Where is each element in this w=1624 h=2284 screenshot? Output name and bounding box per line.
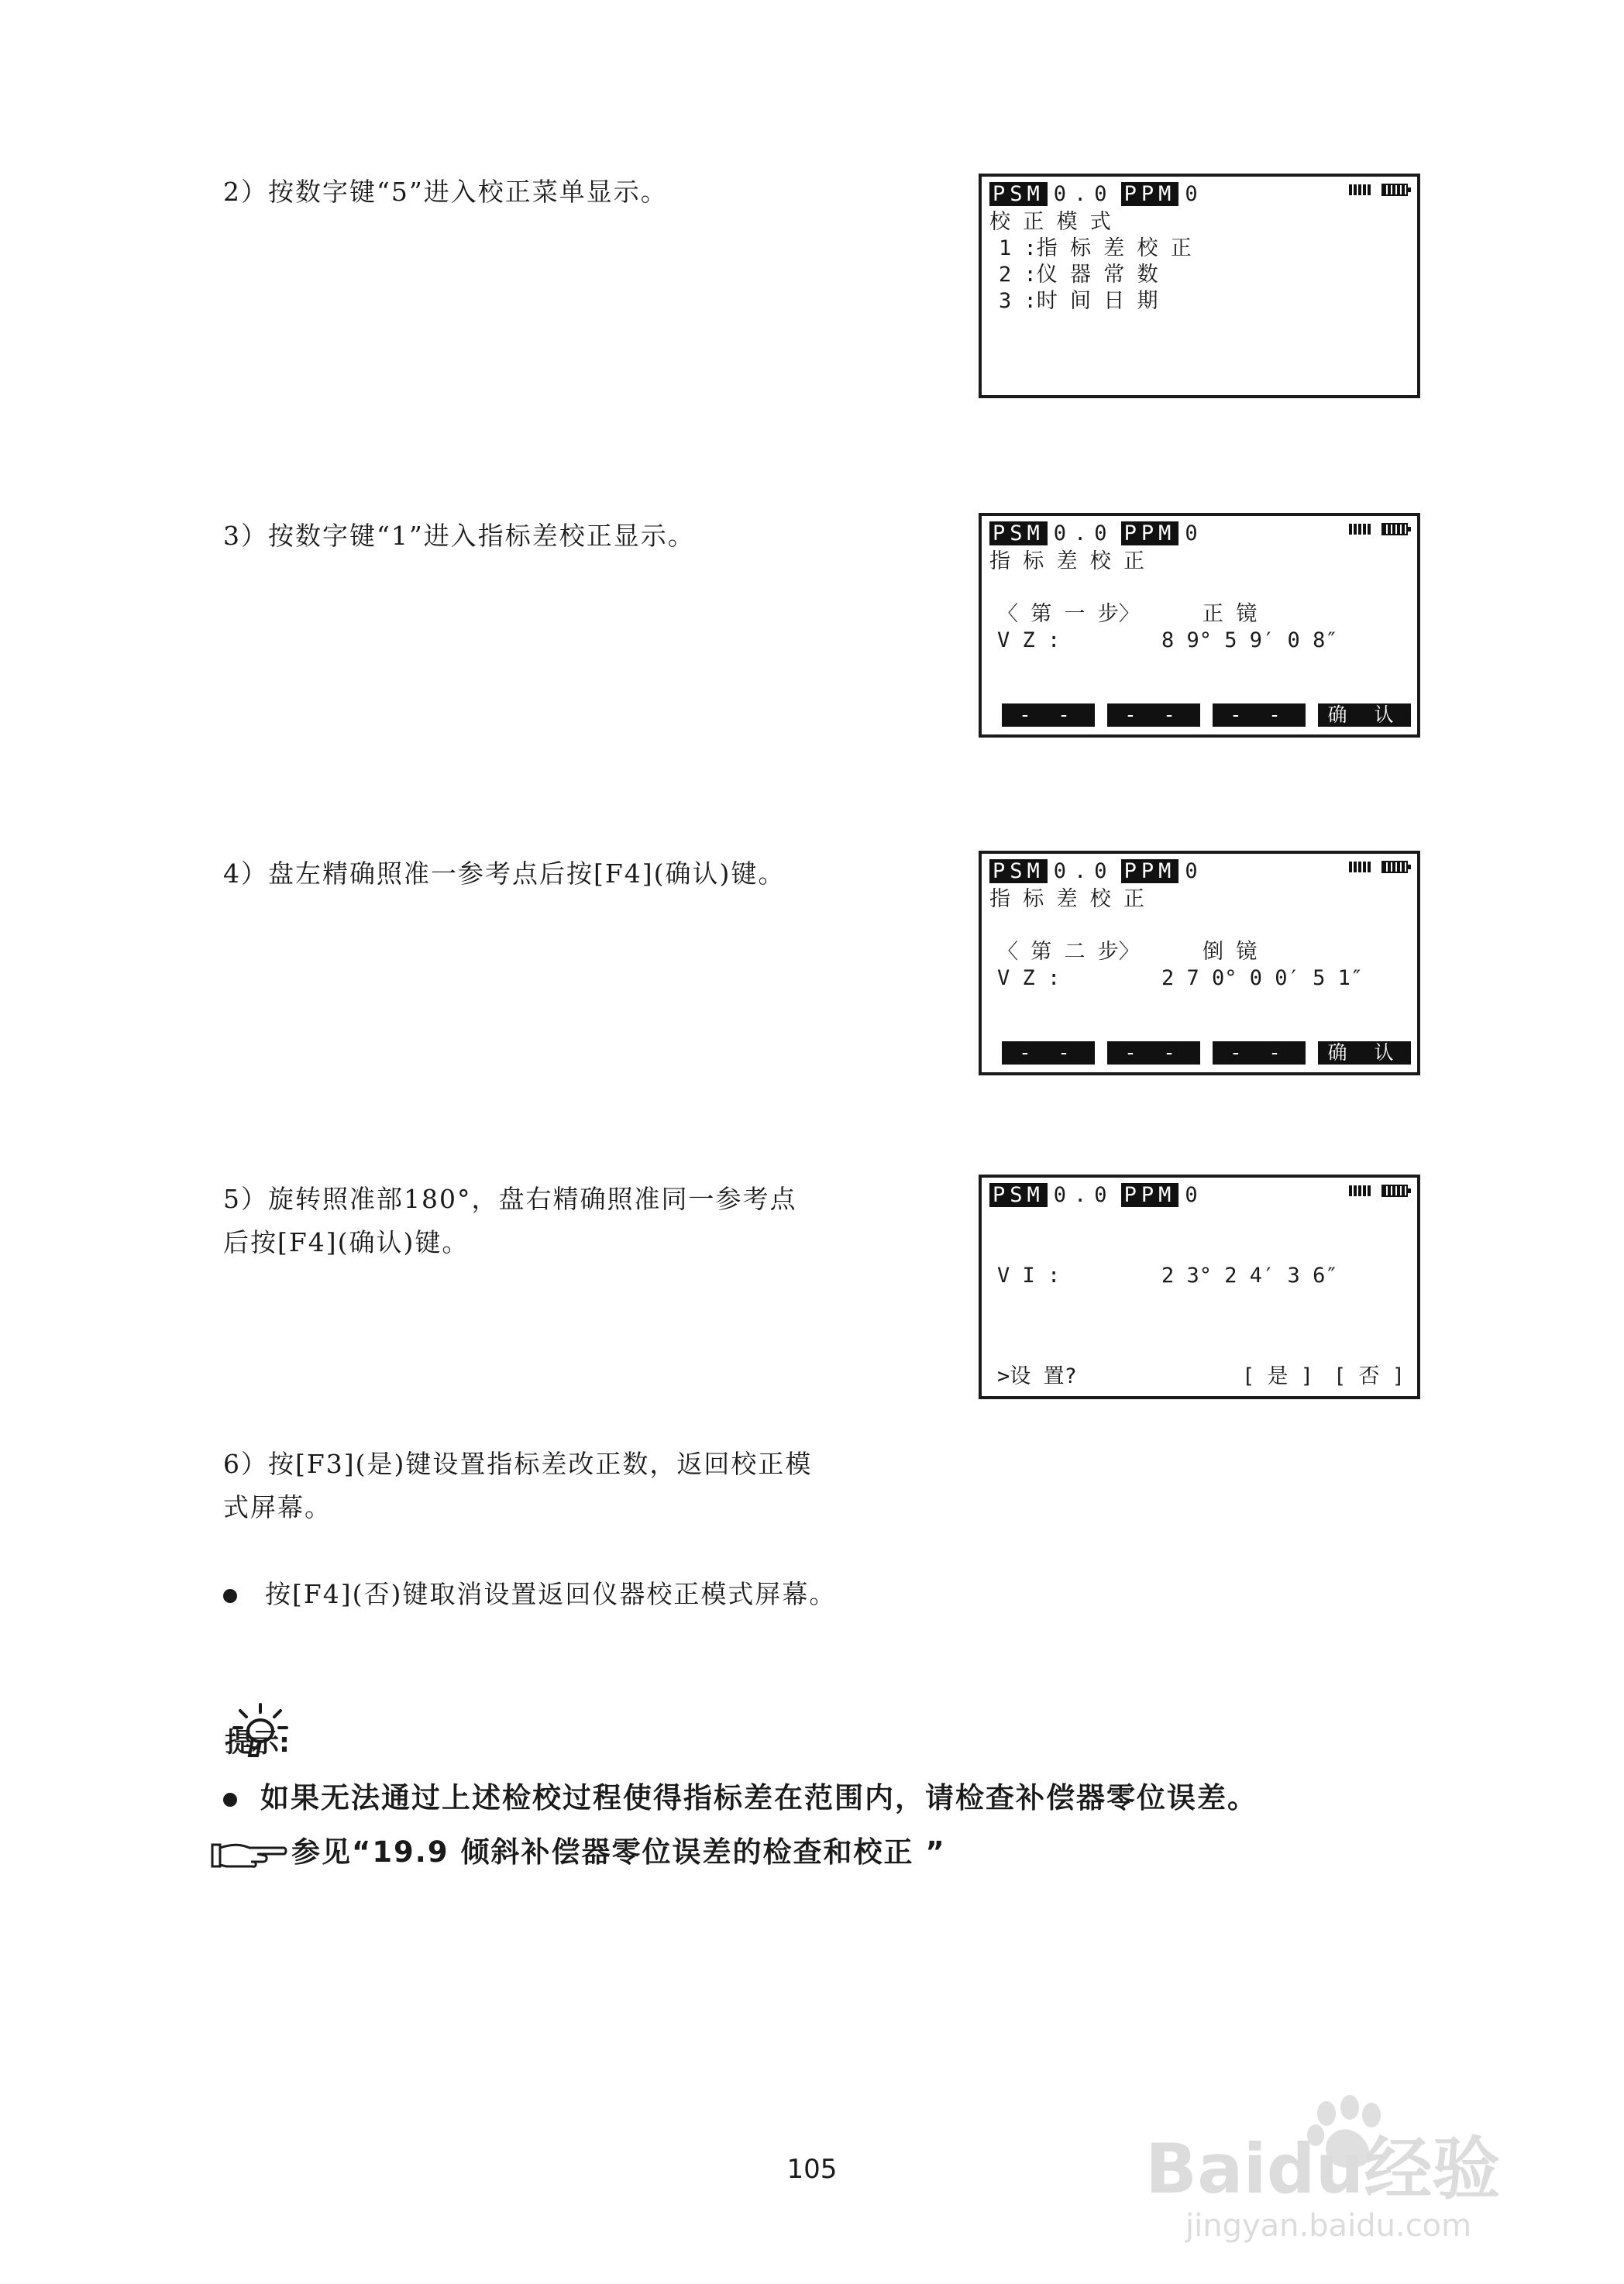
lcd-screen-index-error-step2 (979, 851, 1420, 1087)
menu-item-date-time[interactable]: 3 :时 间 日 期 (999, 289, 1158, 313)
hint-text (223, 1774, 1258, 1816)
step-4-text: 4）盘左精确照准一参考点后按[F4](确认)键。 (223, 858, 786, 889)
psm-value: 0.0 (1053, 521, 1115, 545)
hint-title: 提示: (225, 1728, 290, 1759)
menu-item-index-error[interactable]: 1 :指 标 差 校 正 (999, 236, 1192, 260)
step-5-text-line1: 5）旋转照准部180°，盘右精确照准同一参考点 (223, 1184, 797, 1214)
ppm-label: PPM (1121, 521, 1179, 545)
ppm-value: 0 (1185, 859, 1206, 883)
lcd-screen-index-error-result (979, 1175, 1420, 1399)
psm-label: PSM (989, 182, 1048, 206)
lcd-screen-calibration-menu (979, 174, 1420, 398)
softkey-f4-confirm[interactable]: 确 认 (1318, 703, 1411, 727)
battery-icon (1381, 523, 1408, 535)
signal-icon (1349, 1185, 1372, 1196)
battery-icon (1381, 184, 1408, 196)
pointing-hand-icon (211, 1839, 288, 1870)
watermark-brand: Baidu经验 (1145, 2129, 1501, 2209)
step-indicator: 〈 第 一 步〉 正 镜 (997, 602, 1258, 626)
softkey-f1[interactable]: - - - (1002, 1041, 1095, 1065)
screen-title: 指 标 差 校 正 (989, 549, 1145, 573)
softkey-f2[interactable]: - - - (1107, 703, 1200, 727)
ppm-value: 0 (1185, 182, 1206, 206)
status-bar (989, 1182, 1212, 1209)
softkey-f3[interactable]: - - - (1213, 1041, 1306, 1065)
lcd-screen-index-error-step1 (979, 513, 1420, 749)
watermark-url: jingyan.baidu.com (1185, 2208, 1472, 2244)
status-bar (989, 181, 1212, 208)
softkey-f4-no[interactable]: [ 否 ] (1333, 1364, 1406, 1388)
reference-text[interactable]: 参见“19.9 倾斜补偿器零位误差的检查和校正 ” (291, 1835, 946, 1869)
psm-label: PSM (989, 1183, 1048, 1207)
status-bar (989, 858, 1212, 885)
signal-icon (1349, 862, 1372, 872)
ppm-label: PPM (1121, 182, 1179, 206)
vz-label: V Z : (997, 628, 1061, 652)
softkey-f4-confirm[interactable]: 确 认 (1318, 1041, 1411, 1065)
softkey-f2[interactable]: - - - (1107, 1041, 1200, 1065)
psm-label: PSM (989, 859, 1048, 883)
baidu-watermark (1137, 2084, 1540, 2247)
step-2-text: 2）按数字键“5”进入校正菜单显示。 (223, 177, 668, 207)
ppm-label: PPM (1121, 859, 1179, 883)
menu-item-instrument-constant[interactable]: 2 :仪 器 常 数 (999, 263, 1158, 287)
bullet-dot (223, 1589, 237, 1603)
page-number: 105 (786, 2154, 838, 2185)
battery-icon (1381, 861, 1408, 873)
bullet-cancel-item (223, 1573, 836, 1616)
screen-title: 指 标 差 校 正 (989, 887, 1145, 911)
set-prompt: >设 置? (997, 1364, 1077, 1388)
vz-label: V Z : (997, 966, 1061, 990)
step-5-text-line2: 后按[F4](确认)键。 (223, 1227, 470, 1257)
softkey-f3[interactable]: - - - (1213, 703, 1306, 727)
hint-text-content: 如果无法通过上述检校过程使得指标差在范围内，请检查补偿器零位误差。 (260, 1781, 1258, 1814)
step-indicator: 〈 第 二 步〉 倒 镜 (997, 940, 1258, 964)
step-6-text-line2: 式屏幕。 (223, 1492, 332, 1522)
vz-value: 8 9° 5 9′ 0 8″ (1161, 628, 1338, 652)
bullet-cancel-text: 按[F4](否)键取消设置返回仪器校正模式屏幕。 (265, 1579, 837, 1609)
vi-label: V I : (997, 1264, 1061, 1288)
psm-value: 0.0 (1053, 182, 1115, 206)
signal-icon (1349, 184, 1372, 195)
reference-line (211, 1828, 946, 1870)
ppm-value: 0 (1185, 1183, 1206, 1207)
ppm-value: 0 (1185, 521, 1206, 545)
softkey-f1[interactable]: - - - (1002, 703, 1095, 727)
step-3-text: 3）按数字键“1”进入指标差校正显示。 (223, 521, 695, 551)
status-bar (989, 521, 1212, 547)
vz-value: 2 7 0° 0 0′ 5 1″ (1161, 966, 1364, 990)
step-6-text-line1: 6）按[F3](是)键设置指标差改正数，返回校正模 (223, 1449, 813, 1479)
vi-value: 2 3° 2 4′ 3 6″ (1161, 1264, 1338, 1288)
baidu-watermark-logo (1137, 2084, 1540, 2247)
softkey-f3-yes[interactable]: [ 是 ] (1242, 1364, 1314, 1388)
bullet-dot (223, 1793, 237, 1807)
ppm-label: PPM (1121, 1183, 1179, 1207)
signal-icon (1349, 524, 1372, 535)
screen-title: 校 正 模 式 (989, 210, 1111, 234)
battery-icon (1381, 1185, 1408, 1197)
psm-value: 0.0 (1053, 1183, 1115, 1207)
psm-label: PSM (989, 521, 1048, 545)
psm-value: 0.0 (1053, 859, 1115, 883)
